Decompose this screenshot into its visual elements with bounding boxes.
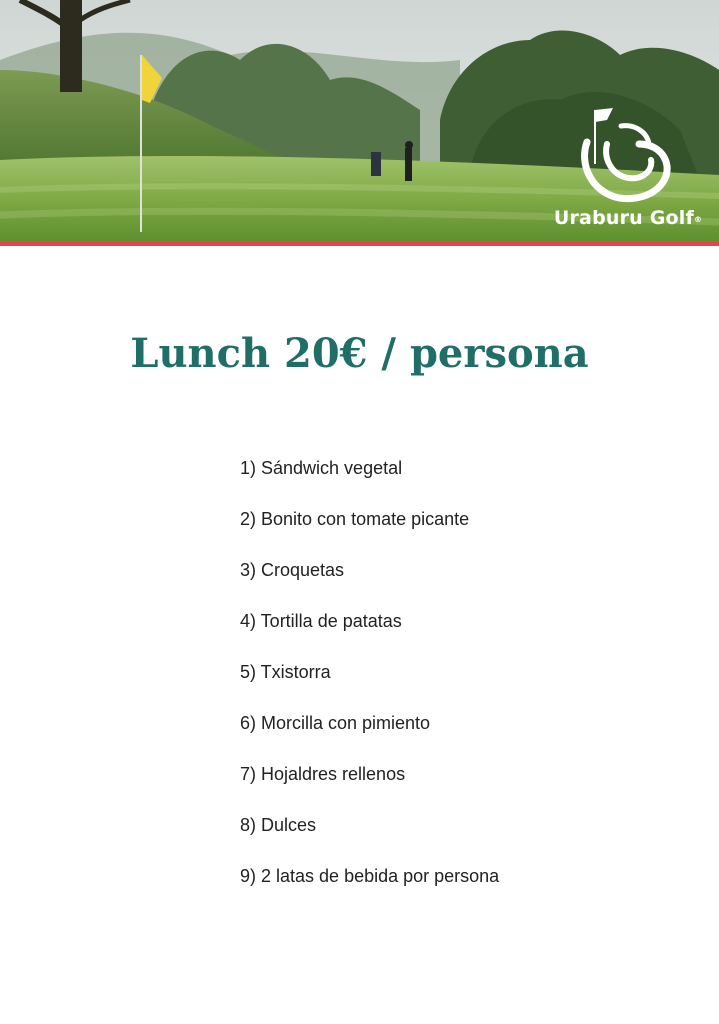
brand-name: Uraburu Golf [553,207,694,229]
menu-item: 2) Bonito con tomate picante [240,509,470,529]
menu-item: 3) Croquetas [240,560,345,580]
menu-item: 9) 2 latas de bebida por persona [240,866,500,886]
page-title: Lunch 20€ / persona [130,330,589,377]
menu-item: 8) Dulces [240,815,317,835]
header-divider [0,242,719,246]
golf-flag-logo-icon [577,104,673,204]
menu-item: 7) Hojaldres rellenos [240,764,406,784]
logo-wordmark [553,207,703,229]
menu-item: 5) Txistorra [240,662,331,682]
menu-list [240,456,499,915]
uraburu-golf-logo [553,104,703,229]
registered-mark: ® [693,215,703,224]
menu-item: 6) Morcilla con pimiento [240,713,431,733]
menu-item: 4) Tortilla de patatas [240,611,402,631]
menu-item: 1) Sándwich vegetal [240,458,403,478]
